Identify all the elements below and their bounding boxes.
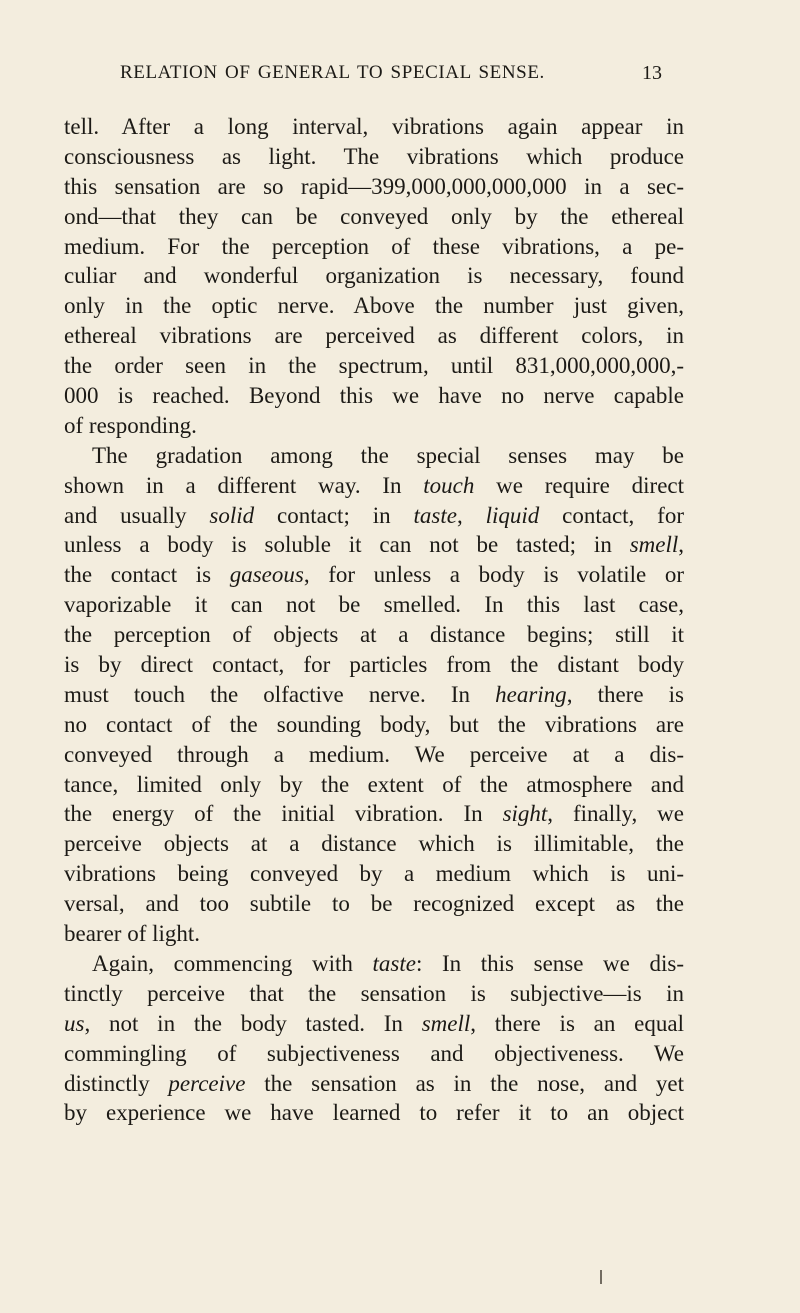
italic-term: solid bbox=[209, 502, 255, 528]
text-line: the perception of objects at a distance begins; still it bbox=[64, 622, 684, 648]
text-line: ond—that they can be conveyed only by the ethereal bbox=[64, 203, 684, 229]
text-line: only in the optic nerve. Above the number just given, bbox=[64, 293, 684, 319]
paragraph-start-line: Again, commencing with taste: In this sense we dis- bbox=[92, 950, 684, 976]
page-number: 13 bbox=[642, 62, 662, 84]
text-line: must touch the olfactive nerve. In hearing, there is bbox=[64, 681, 684, 707]
italic-term: taste bbox=[413, 502, 457, 528]
italic-term: smell bbox=[629, 532, 679, 558]
text-line: tinctly perceive that the sensation is subjective—is in bbox=[64, 980, 684, 1006]
text-line: unless a body is soluble it can not be tasted; in smell, bbox=[64, 532, 684, 558]
italic-term: perceive bbox=[168, 1070, 246, 1096]
page-header bbox=[0, 62, 800, 92]
text-line: by experience we have learned to refer it to an object bbox=[64, 1100, 684, 1126]
text-line: no contact of the sounding body, but the vibrations are bbox=[64, 711, 684, 737]
text-line: perceive objects at a distance which is illimitable, the bbox=[64, 831, 684, 857]
body-text bbox=[64, 112, 684, 1128]
text-line: distinctly perceive the sensation as in the nose, and yet bbox=[64, 1070, 684, 1096]
italic-term: sight bbox=[502, 801, 548, 827]
text-line: the contact is gaseous, for unless a body is volatile or bbox=[64, 562, 684, 588]
text-line: tell. After a long interval, vibrations again appear in bbox=[64, 114, 684, 139]
text-line: tance, limited only by the extent of the atmosphere and bbox=[64, 771, 684, 797]
text-line: the energy of the initial vibration. In sight, finally, we bbox=[64, 801, 684, 827]
text-line: culiar and wonderful organization is necessary, found bbox=[64, 263, 684, 289]
text-line: us, not in the body tasted. In smell, there is an equal bbox=[64, 1010, 684, 1036]
italic-term: hearing bbox=[495, 681, 567, 707]
italic-term: taste bbox=[372, 950, 416, 976]
text-line: conveyed through a medium. We perceive at a dis- bbox=[64, 741, 684, 767]
text-line: 000 is reached. Beyond this we have no nerve capable bbox=[64, 383, 684, 409]
italic-term: gaseous bbox=[229, 562, 304, 588]
text-line: and usually solid contact; in taste, liquid contact, for bbox=[64, 502, 685, 528]
text-line: consciousness as light. The vibrations which produce bbox=[64, 143, 684, 169]
text-line: this sensation are so rapid—399,000,000,000,000 in a sec- bbox=[64, 173, 684, 199]
text-line: shown in a different way. In touch we require direct bbox=[64, 472, 684, 498]
print-speck bbox=[600, 1270, 602, 1284]
italic-term: smell bbox=[421, 1010, 471, 1036]
italic-term: us bbox=[64, 1010, 85, 1036]
text-line: vibrations being conveyed by a medium which is uni- bbox=[64, 861, 684, 887]
text-line: versal, and too subtile to be recognized except as the bbox=[64, 891, 684, 917]
text-line: vaporizable it can not be smelled. In this last case, bbox=[64, 592, 684, 618]
running-title: RELATION OF GENERAL TO SPECIAL SENSE. bbox=[120, 62, 545, 83]
text-line: commingling of subjectiveness and objectiveness. We bbox=[64, 1040, 684, 1066]
text-line: bearer of light. bbox=[64, 921, 201, 947]
text-line: medium. For the perception of these vibrations, a pe- bbox=[64, 233, 684, 259]
italic-term: liquid bbox=[485, 502, 540, 528]
paragraph-start-line: The gradation among the special senses may be bbox=[92, 442, 684, 468]
text-line: is by direct contact, for particles from the distant body bbox=[64, 652, 684, 678]
text-line: the order seen in the spectrum, until 831,000,000,000,- bbox=[64, 353, 684, 379]
italic-term: touch bbox=[423, 472, 475, 498]
text-line: ethereal vibrations are perceived as different colors, in bbox=[64, 323, 684, 349]
text-line: of responding. bbox=[64, 412, 197, 438]
